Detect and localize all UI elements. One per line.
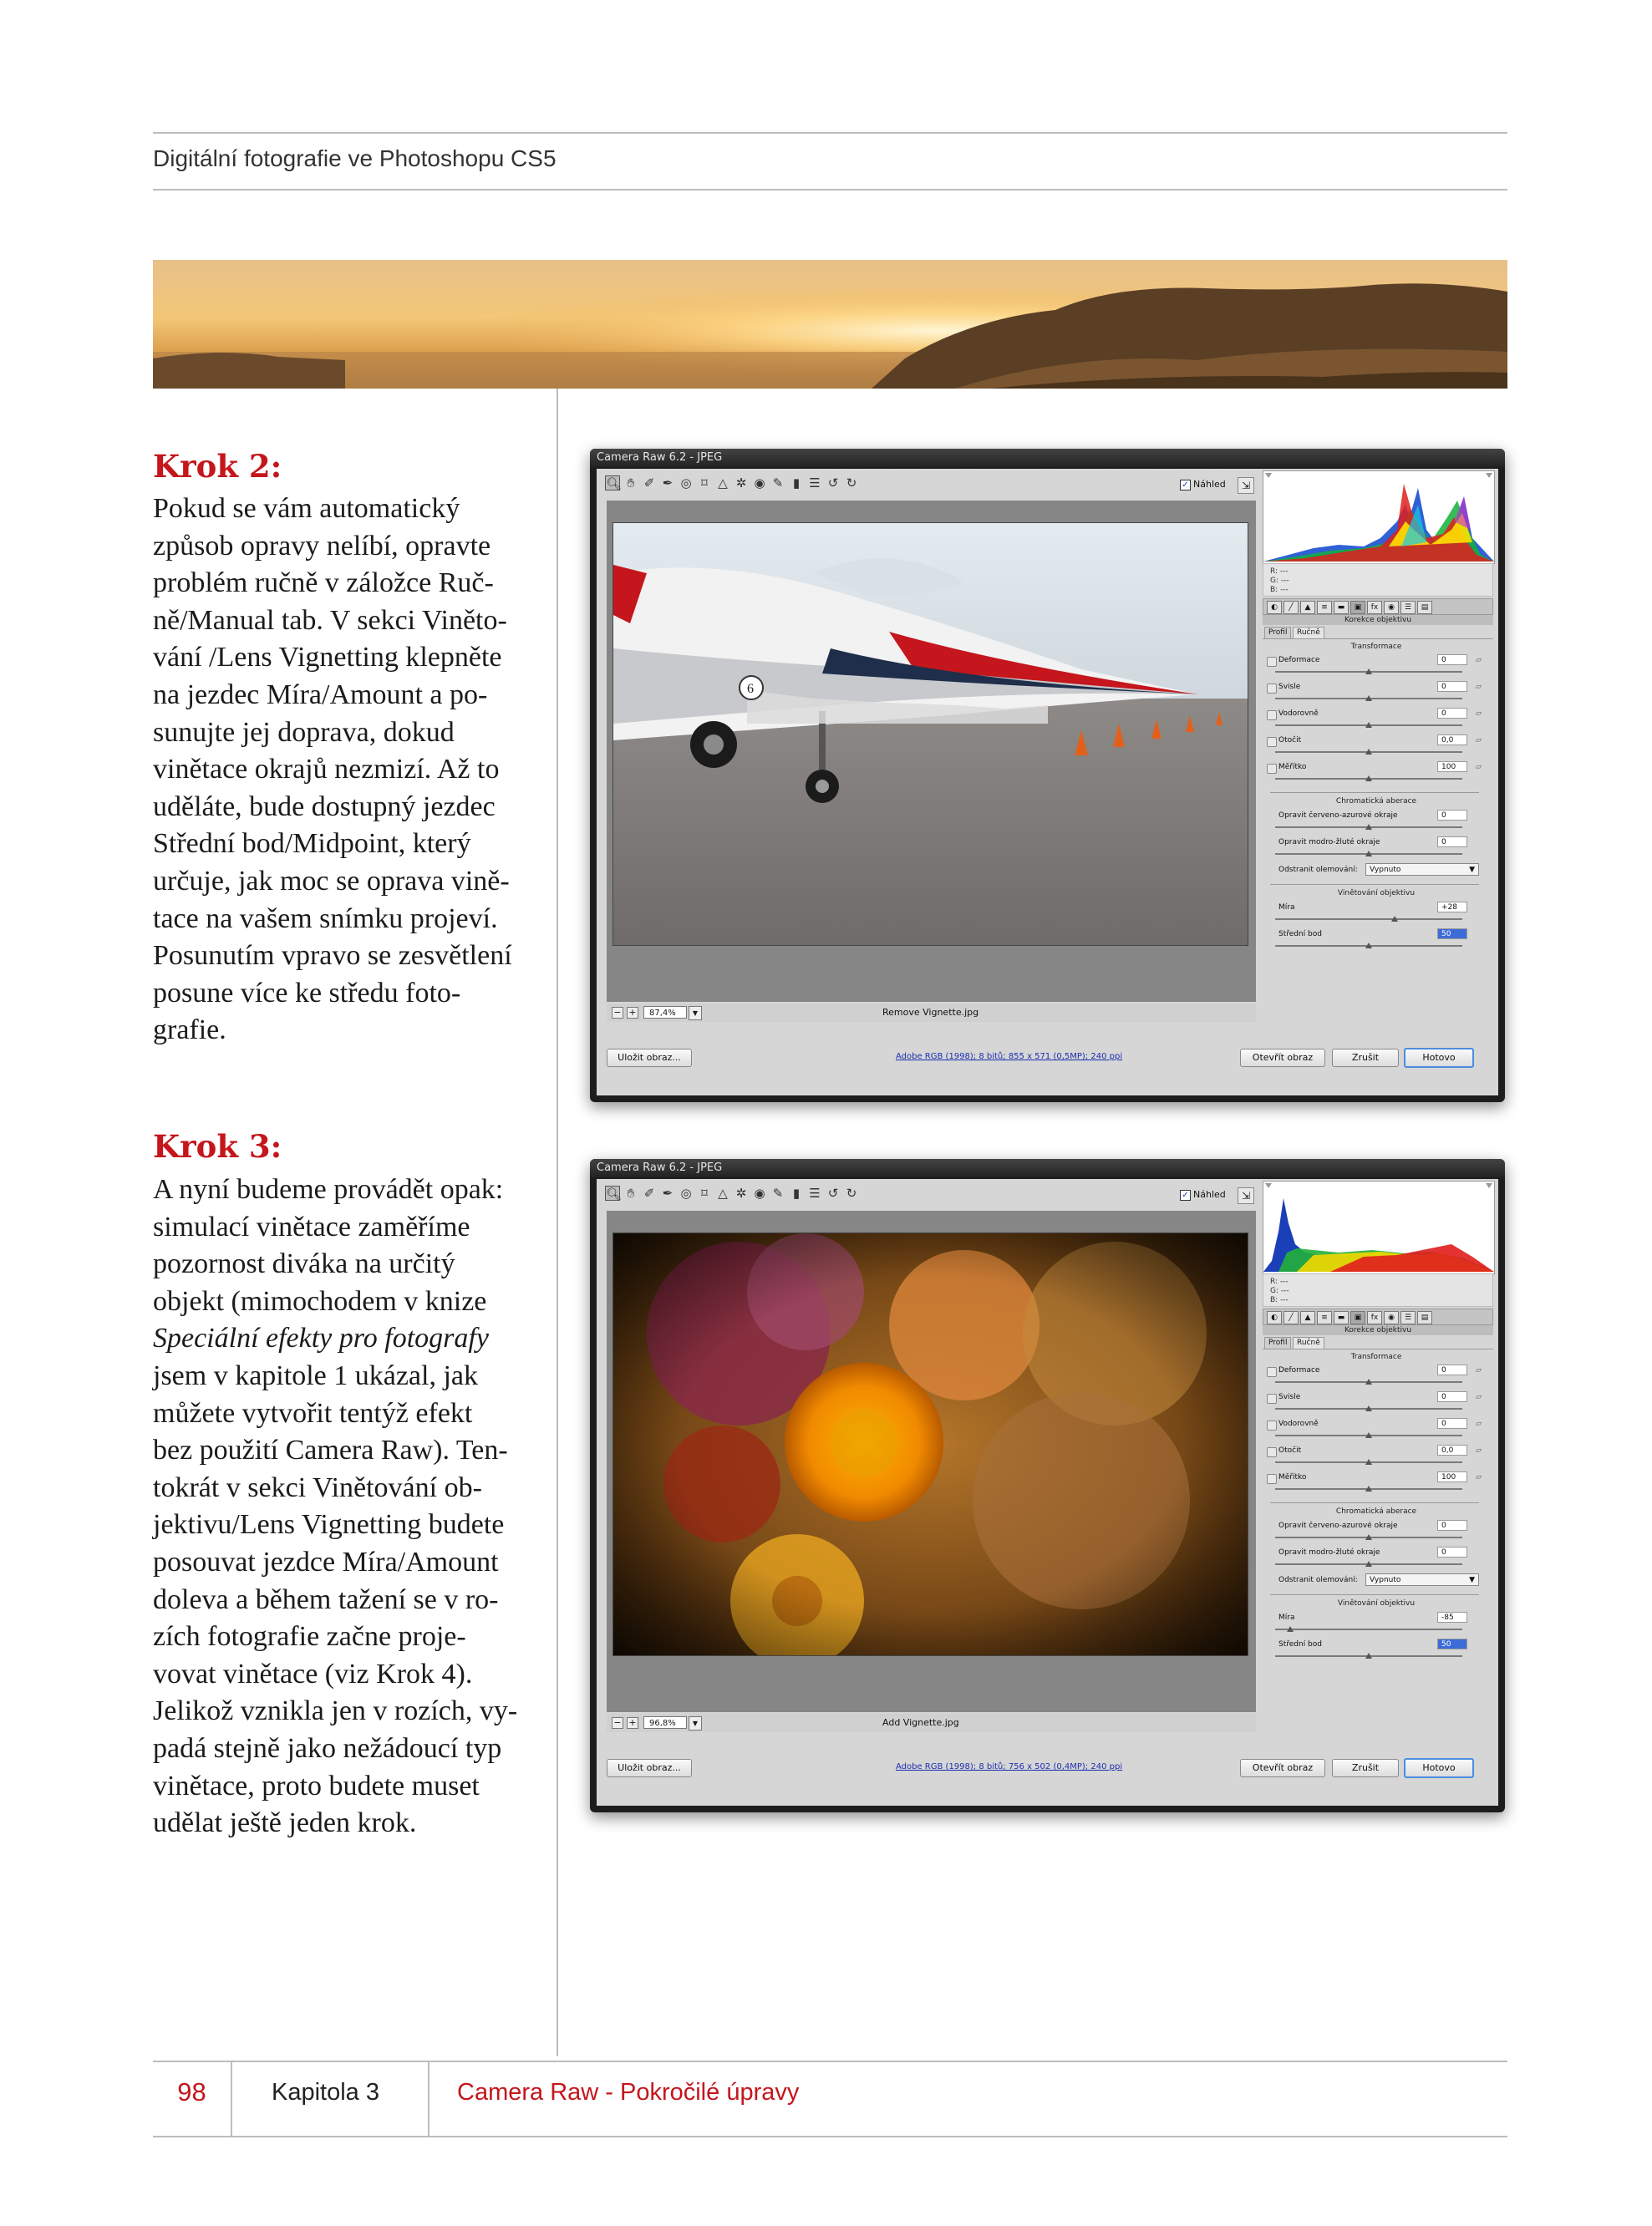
step-2-text <box>153 490 537 1049</box>
dialog-footer <box>597 1736 1498 1806</box>
jets-photo <box>613 523 1248 945</box>
slider-row <box>1263 1445 1492 1471</box>
camera-raw-window <box>590 449 1505 1102</box>
snapshots-tab-icon[interactable]: ▤ <box>1417 1311 1432 1324</box>
save-image-button[interactable]: Uložit obraz... <box>607 1759 692 1777</box>
fullscreen-icon[interactable]: ⇲ <box>1238 477 1254 494</box>
tab-manual[interactable]: Ručně <box>1293 1337 1324 1349</box>
slider-thumb[interactable] <box>1287 1626 1294 1632</box>
basic-tab-icon[interactable]: ◐ <box>1267 1311 1282 1324</box>
lens-corrections-tab-icon[interactable]: ▣ <box>1350 1311 1365 1324</box>
slider-label: Vodorovně <box>1278 709 1319 718</box>
transform-preview-icon: ▱ <box>1476 1420 1482 1428</box>
straighten-tool-icon[interactable]: △ <box>718 1186 728 1201</box>
text-line: způsob opravy nelíbí, opravte <box>153 530 491 562</box>
text-line: pozornost diváka na určitý <box>153 1248 455 1280</box>
footer-divider <box>428 2061 430 2136</box>
slider-value-field[interactable]: 0 <box>1437 654 1467 665</box>
slider-row <box>1263 928 1492 955</box>
text-line: posune více ke středu foto- <box>153 977 461 1009</box>
slider-row <box>1263 708 1492 734</box>
defringe-value: Vypnuto <box>1370 1576 1401 1584</box>
slider-track[interactable] <box>1275 1629 1462 1630</box>
text-line: objekt (mimochodem v knize <box>153 1285 487 1317</box>
slider-label: Míra <box>1278 1614 1295 1622</box>
tone-curve-tab-icon[interactable]: ╱ <box>1283 601 1299 614</box>
text-line: ně/Manual tab. V sekci Viněto- <box>153 604 507 636</box>
divider <box>1270 884 1479 885</box>
text-line: Pokud se vám automatický <box>153 493 460 524</box>
color-sampler-tool-icon[interactable]: ✒ <box>662 475 674 490</box>
flowers-photo <box>613 1233 1248 1655</box>
transform-preview-icon: ▱ <box>1476 1393 1482 1401</box>
text-line: problém ručně v záložce Ruč- <box>153 567 494 599</box>
slider-label: Vodorovně <box>1278 1420 1319 1428</box>
hand-tool-icon[interactable]: ✋︎ <box>627 475 635 490</box>
slider-row <box>1263 836 1492 863</box>
slider-row <box>1263 654 1492 681</box>
workflow-options-link[interactable]: Adobe RGB (1998); 8 bitů; 855 x 571 (0,5MP); 240 ppi <box>896 1052 1123 1061</box>
preview-checkbox[interactable] <box>1180 1189 1226 1201</box>
camera-calibration-tab-icon[interactable]: ◉ <box>1384 601 1399 614</box>
tab-profile[interactable]: Profil <box>1264 627 1291 638</box>
text-line: udělat ještě jeden krok. <box>153 1807 417 1839</box>
transform-icon <box>1267 1447 1277 1457</box>
effects-tab-icon[interactable]: fx <box>1367 1311 1382 1324</box>
defringe-select[interactable] <box>1365 1573 1479 1586</box>
sub-tabs <box>1263 1337 1493 1349</box>
graduated-filter-icon[interactable]: ▮ <box>792 475 801 490</box>
group-title-vignetting: Vinětování objektivu <box>1337 889 1416 897</box>
slider-row <box>1263 1471 1492 1498</box>
dialog-footer <box>597 1025 1498 1095</box>
defringe-label: Odstranit olemování: <box>1278 866 1358 874</box>
sub-tabs <box>1263 627 1493 639</box>
slider-value-field[interactable]: 0 <box>1437 1365 1467 1375</box>
preview-area <box>607 1211 1256 1712</box>
slider-row <box>1263 734 1492 761</box>
white-balance-tool-icon[interactable]: ✐ <box>643 475 655 490</box>
transform-icon <box>1267 657 1277 667</box>
text-line: určuje, jak moc se oprava vině- <box>153 865 510 897</box>
slider-label: Opravit modro-žluté okraje <box>1278 838 1380 846</box>
slider-label: Opravit červeno-azurové okraje <box>1278 811 1398 820</box>
rotate-left-icon[interactable]: ↺ <box>827 1186 839 1201</box>
header-rule-bottom <box>153 189 1507 191</box>
tone-curve-tab-icon[interactable]: ╱ <box>1283 1311 1299 1324</box>
slider-track[interactable] <box>1275 918 1462 920</box>
text-line: A nyní budeme provádět opak: <box>153 1174 504 1205</box>
preferences-icon[interactable]: ☰ <box>809 1186 821 1201</box>
slider-thumb[interactable] <box>1365 668 1372 674</box>
transform-icon <box>1267 737 1277 747</box>
adjustment-brush-icon[interactable]: ✎ <box>772 1186 784 1201</box>
slider-value-field[interactable]: 50 <box>1437 1639 1467 1649</box>
spot-removal-tool-icon[interactable]: ✲ <box>735 1186 747 1201</box>
rgb-g: G: --- <box>1270 577 1289 585</box>
preferences-icon[interactable]: ☰ <box>809 475 821 490</box>
slider-value-field[interactable]: 0 <box>1437 1547 1467 1558</box>
transform-preview-icon: ▱ <box>1476 683 1482 691</box>
step-3-text <box>153 1171 537 1842</box>
text-line: můžete vytvořit tentýž efekt <box>153 1397 473 1429</box>
slider-thumb[interactable] <box>1365 749 1372 755</box>
save-image-button[interactable]: Uložit obraz... <box>607 1049 692 1067</box>
rotate-right-icon[interactable]: ↻ <box>846 475 857 490</box>
transform-preview-icon: ▱ <box>1476 736 1482 745</box>
status-bar <box>607 1004 1256 1022</box>
slider-value-field[interactable]: 100 <box>1437 1471 1467 1482</box>
defringe-row <box>1263 1573 1492 1589</box>
chevron-down-icon[interactable]: ▼ <box>689 1006 702 1020</box>
group-title-vignetting: Vinětování objektivu <box>1337 1599 1416 1608</box>
hsl-tab-icon[interactable]: ≡ <box>1317 1311 1332 1324</box>
panel-section-title: Korekce objektivu <box>1263 1325 1493 1335</box>
text-line: vovat vinětace (viz Krok 4). <box>153 1658 473 1690</box>
slider-label: Míra <box>1278 903 1295 912</box>
preview-checkbox[interactable] <box>1180 479 1226 490</box>
step-3-title: Krok 3: <box>153 1128 282 1165</box>
transform-preview-icon: ▱ <box>1476 1473 1482 1481</box>
preview-area <box>607 501 1256 1002</box>
transform-preview-icon: ▱ <box>1476 763 1482 771</box>
footer-rule-bottom <box>153 2136 1507 2137</box>
chevron-down-icon[interactable]: ▼ <box>689 1716 702 1730</box>
column-divider <box>557 389 558 2056</box>
text-line: Střední bod/Midpoint, který <box>153 828 471 860</box>
slider-value-field[interactable]: 0 <box>1437 836 1467 847</box>
text-line: uděláte, bude dostupný jezdec <box>153 790 496 822</box>
group-title-chromatic: Chromatická aberace <box>1335 1507 1417 1516</box>
slider-thumb[interactable] <box>1391 916 1398 922</box>
zoom-out-button[interactable]: − <box>612 1717 623 1729</box>
slider-label: Deformace <box>1278 656 1320 664</box>
cancel-button[interactable]: Zrušit <box>1332 1759 1399 1777</box>
running-head: Digitální fotografie ve Photoshopu CS5 <box>153 145 557 171</box>
slider-row <box>1263 1520 1492 1547</box>
slider-value-field[interactable]: 0 <box>1437 1418 1467 1429</box>
text-line: vinětace, proto budete muset <box>153 1770 480 1802</box>
zoom-in-button[interactable]: + <box>627 1007 638 1019</box>
text-line: Jelikož vznikla jen v rozích, vy- <box>153 1695 518 1727</box>
panel-section-title: Korekce objektivu <box>1263 615 1493 625</box>
preview-label: Náhled <box>1193 479 1226 490</box>
hand-tool-icon[interactable]: ✋︎ <box>627 1186 635 1201</box>
histogram <box>1263 470 1495 564</box>
open-image-button[interactable]: Otevřít obraz <box>1240 1759 1325 1777</box>
slider-row <box>1263 1639 1492 1665</box>
transform-preview-icon: ▱ <box>1476 1366 1482 1375</box>
detail-tab-icon[interactable]: ▲ <box>1300 601 1315 614</box>
transform-icon <box>1267 684 1277 694</box>
zoom-tool-icon[interactable]: 🔍︎ <box>606 476 623 491</box>
slider-value-field[interactable]: 0 <box>1437 810 1467 821</box>
checkmark-icon: ✓ <box>1180 1190 1191 1201</box>
histogram <box>1263 1181 1495 1274</box>
divider <box>1270 1502 1479 1503</box>
crop-tool-icon[interactable]: ⌑ <box>701 475 708 490</box>
tab-profile[interactable]: Profil <box>1264 1337 1291 1349</box>
slider-value-field[interactable]: 0 <box>1437 708 1467 719</box>
spot-removal-tool-icon[interactable]: ✲ <box>735 475 747 490</box>
checkmark-icon: ✓ <box>1180 480 1191 490</box>
slider-label: Svisle <box>1278 1393 1301 1401</box>
zoom-tool-icon[interactable]: 🔍︎ <box>606 1187 623 1202</box>
graduated-filter-icon[interactable]: ▮ <box>792 1186 801 1201</box>
chapter-title: Camera Raw - Pokročilé úpravy <box>457 2079 800 2106</box>
split-toning-tab-icon[interactable]: ▬ <box>1334 601 1349 614</box>
slider-thumb[interactable] <box>1365 1405 1372 1411</box>
window-title: Camera Raw 6.2 - JPEG <box>590 449 1505 467</box>
defringe-select[interactable] <box>1365 863 1479 876</box>
rgb-b: B: --- <box>1270 1296 1289 1304</box>
slider-thumb[interactable] <box>1365 722 1372 728</box>
adjustment-panel <box>1260 1179 1498 1730</box>
transform-icon <box>1267 1394 1277 1404</box>
slider-row <box>1263 1547 1492 1573</box>
basic-tab-icon[interactable]: ◐ <box>1267 601 1282 614</box>
slider-thumb[interactable] <box>1365 1486 1372 1492</box>
divider <box>1270 792 1479 793</box>
done-button[interactable]: Hotovo <box>1404 1758 1474 1778</box>
toolbar <box>605 1182 1255 1207</box>
rgb-r: R: --- <box>1270 567 1289 576</box>
group-title-chromatic: Chromatická aberace <box>1335 797 1417 806</box>
tab-manual[interactable]: Ručně <box>1293 627 1324 638</box>
file-name: Remove Vignette.jpg <box>882 1007 979 1018</box>
red-eye-tool-icon[interactable]: ◉ <box>754 475 765 490</box>
chevron-down-icon: ▼ <box>1469 1576 1475 1584</box>
slider-row <box>1263 810 1492 836</box>
text-line: vinětace okrajů nezmizí. Až to <box>153 754 500 785</box>
rgb-r: R: --- <box>1270 1278 1289 1286</box>
slider-row <box>1263 1612 1492 1639</box>
slider-label: Opravit červeno-azurové okraje <box>1278 1522 1398 1530</box>
transform-icon <box>1267 1420 1277 1431</box>
text-line: doleva a během tažení se v ro- <box>153 1583 499 1615</box>
text-line: tace na vašem snímku projeví. <box>153 902 498 934</box>
text-line: jektivu/Lens Vignetting budete <box>153 1509 505 1541</box>
preview-image-jets <box>613 522 1248 946</box>
presets-tab-icon[interactable]: ☰ <box>1400 601 1416 614</box>
group-title-transform: Transformace <box>1350 643 1402 651</box>
color-sampler-tool-icon[interactable]: ✒ <box>662 1186 674 1201</box>
camera-raw-window <box>590 1159 1505 1812</box>
rgb-readout <box>1263 563 1493 597</box>
text-line: jsem v kapitole 1 ukázal, jak <box>153 1359 478 1391</box>
file-name: Add Vignette.jpg <box>882 1717 959 1728</box>
transform-icon <box>1267 1474 1277 1484</box>
slider-thumb[interactable] <box>1365 851 1372 856</box>
targeted-adjustment-tool-icon[interactable]: ◎ <box>680 475 692 490</box>
split-toning-tab-icon[interactable]: ▬ <box>1334 1311 1349 1324</box>
slider-thumb[interactable] <box>1365 943 1372 948</box>
zoom-in-button[interactable]: + <box>627 1717 638 1729</box>
adjustment-panel <box>1260 469 1498 1020</box>
text-line: Posunutím vpravo se zesvětlení <box>153 940 512 972</box>
divider <box>1270 1594 1479 1595</box>
slider-value-field[interactable]: 0 <box>1437 1520 1467 1531</box>
slider-label: Svisle <box>1278 683 1301 691</box>
open-image-button[interactable]: Otevřít obraz <box>1240 1049 1325 1067</box>
transform-preview-icon: ▱ <box>1476 1446 1482 1455</box>
slider-row <box>1263 681 1492 708</box>
rotate-right-icon[interactable]: ↻ <box>846 1186 857 1201</box>
slider-value-field[interactable]: -85 <box>1437 1612 1467 1623</box>
histogram-graph <box>1263 1182 1494 1273</box>
slider-row <box>1263 1391 1492 1418</box>
hsl-tab-icon[interactable]: ≡ <box>1317 601 1332 614</box>
zoom-out-button[interactable]: − <box>612 1007 623 1019</box>
slider-value-field[interactable]: 0,0 <box>1437 734 1467 745</box>
svg-text:6: 6 <box>747 682 754 696</box>
slider-value-field[interactable]: 50 <box>1437 928 1467 939</box>
slider-label: Opravit modro-žluté okraje <box>1278 1548 1380 1557</box>
crop-tool-icon[interactable]: ⌑ <box>701 1186 708 1201</box>
dialog-body <box>597 469 1498 1095</box>
zoom-level-field[interactable]: 87,4% <box>643 1006 687 1019</box>
adjustment-brush-icon[interactable]: ✎ <box>772 475 784 490</box>
banner-landscape-image <box>153 260 1507 389</box>
rgb-readout <box>1263 1273 1493 1307</box>
step-2-title: Krok 2: <box>153 448 282 485</box>
slider-value-field[interactable]: 100 <box>1437 761 1467 772</box>
text-line: tokrát v sekci Vinětování ob- <box>153 1471 482 1503</box>
footer-rule-top <box>153 2061 1507 2062</box>
group-title-transform: Transformace <box>1350 1353 1402 1361</box>
slider-row <box>1263 761 1492 788</box>
rgb-g: G: --- <box>1270 1287 1289 1295</box>
histogram-graph <box>1263 471 1494 563</box>
detail-tab-icon[interactable]: ▲ <box>1300 1311 1315 1324</box>
targeted-adjustment-tool-icon[interactable]: ◎ <box>680 1186 692 1201</box>
slider-thumb[interactable] <box>1365 1653 1372 1659</box>
transform-icon <box>1267 710 1277 720</box>
workflow-options-link[interactable]: Adobe RGB (1998); 8 bitů; 756 x 502 (0,4MP); 240 ppi <box>896 1762 1123 1771</box>
presets-tab-icon[interactable]: ☰ <box>1400 1311 1416 1324</box>
slider-value-field[interactable]: 0 <box>1437 1391 1467 1402</box>
slider-label: Střední bod <box>1278 930 1322 938</box>
text-line: grafie. <box>153 1014 226 1046</box>
slider-thumb[interactable] <box>1365 775 1372 781</box>
lens-corrections-tab-icon[interactable]: ▣ <box>1350 601 1365 614</box>
red-eye-tool-icon[interactable]: ◉ <box>754 1186 765 1201</box>
header-rule-top <box>153 132 1507 134</box>
text-line: simulací vinětace zaměříme <box>153 1211 470 1243</box>
transform-icon <box>1267 764 1277 774</box>
defringe-row <box>1263 862 1492 879</box>
slider-thumb[interactable] <box>1365 1379 1372 1385</box>
defringe-value: Vypnuto <box>1370 866 1401 874</box>
status-bar <box>607 1714 1256 1732</box>
preview-label: Náhled <box>1193 1189 1226 1200</box>
defringe-label: Odstranit olemování: <box>1278 1576 1358 1584</box>
text-line: posouvat jezdce Míra/Amount <box>153 1546 499 1578</box>
panel-tabs <box>1263 598 1493 615</box>
transform-preview-icon: ▱ <box>1476 656 1482 664</box>
text-line: vání /Lens Vignetting klepněte <box>153 642 502 673</box>
chevron-down-icon: ▼ <box>1469 866 1475 874</box>
camera-calibration-tab-icon[interactable]: ◉ <box>1384 1311 1399 1324</box>
text-line: na jezdec Míra/Amount a po- <box>153 678 488 710</box>
slider-value-field[interactable]: 0 <box>1437 681 1467 692</box>
slider-row <box>1263 902 1492 928</box>
slider-thumb[interactable] <box>1365 1459 1372 1465</box>
text-line: Speciální efekty pro fotografy <box>153 1323 489 1354</box>
slider-label: Otočit <box>1278 736 1302 745</box>
text-line: zích fotografie začne proje- <box>153 1621 466 1653</box>
window-title: Camera Raw 6.2 - JPEG <box>590 1159 1505 1177</box>
chapter-label: Kapitola 3 <box>272 2079 379 2106</box>
transform-icon <box>1267 1367 1277 1377</box>
slider-label: Otočit <box>1278 1446 1302 1455</box>
slider-thumb[interactable] <box>1365 695 1372 701</box>
text-line: bez použití Camera Raw). Ten- <box>153 1435 508 1466</box>
text-line: sunujte jej doprava, dokud <box>153 716 455 748</box>
slider-thumb[interactable] <box>1365 1561 1372 1567</box>
dialog-body <box>597 1179 1498 1806</box>
transform-preview-icon: ▱ <box>1476 709 1482 718</box>
footer-divider <box>231 2061 232 2136</box>
slider-value-field[interactable]: 0,0 <box>1437 1445 1467 1456</box>
slider-thumb[interactable] <box>1365 1534 1372 1540</box>
slider-label: Střední bod <box>1278 1640 1322 1649</box>
toolbar <box>605 472 1255 497</box>
slider-label: Měřítko <box>1278 763 1307 771</box>
slider-label: Měřítko <box>1278 1473 1307 1481</box>
preview-image-flowers <box>613 1232 1248 1656</box>
slider-row <box>1263 1365 1492 1391</box>
snapshots-tab-icon[interactable]: ▤ <box>1417 601 1432 614</box>
white-balance-tool-icon[interactable]: ✐ <box>643 1186 655 1201</box>
page-number: 98 <box>177 2077 206 2107</box>
slider-value-field[interactable]: +28 <box>1437 902 1467 912</box>
cancel-button[interactable]: Zrušit <box>1332 1049 1399 1067</box>
slider-label: Deformace <box>1278 1366 1320 1375</box>
slider-row <box>1263 1418 1492 1445</box>
banner-photo <box>153 260 1507 389</box>
rgb-b: B: --- <box>1270 586 1289 594</box>
text-line: padá stejně jako nežádoucí typ <box>153 1732 502 1764</box>
rotate-left-icon[interactable]: ↺ <box>827 475 839 490</box>
straighten-tool-icon[interactable]: △ <box>718 475 728 490</box>
zoom-level-field[interactable]: 96,8% <box>643 1716 687 1729</box>
fullscreen-icon[interactable]: ⇲ <box>1238 1187 1254 1204</box>
slider-thumb[interactable] <box>1365 824 1372 830</box>
slider-thumb[interactable] <box>1365 1432 1372 1438</box>
effects-tab-icon[interactable]: fx <box>1367 601 1382 614</box>
panel-tabs <box>1263 1309 1493 1325</box>
done-button[interactable]: Hotovo <box>1404 1048 1474 1068</box>
